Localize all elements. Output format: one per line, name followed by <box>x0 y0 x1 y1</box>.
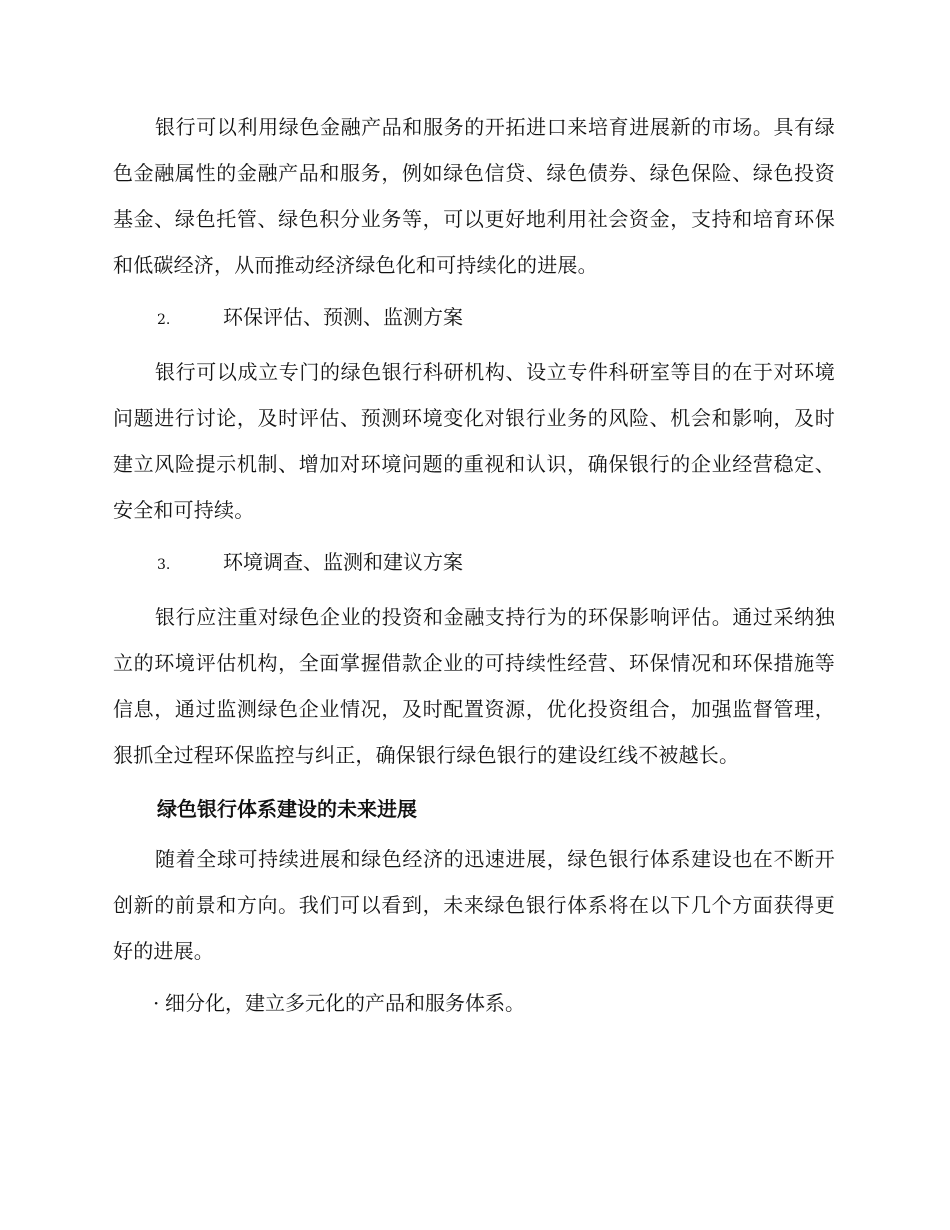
list-item-text: 环保评估、预测、监测方案 <box>223 305 463 329</box>
paragraph-environmental-assessment: 银行应注重对绿色企业的投资和金融支持行为的环保影响评估。通过采纳独立的环境评估机构，全面掌握借款企业的可持续性经营、环保情况和环保措施等信息，通过监测绿色企业情况，及时配置资源，优化投资组合，加强监督管理，狠抓全过程环保监控与纠正，确保银行绿色银行的建设红线不被越长。 <box>113 605 835 767</box>
document-page <box>113 104 835 1026</box>
list-number: 3. <box>157 557 171 573</box>
bullet-text: 细分化，建立多元化的产品和服务体系。 <box>165 991 525 1015</box>
list-number: 2. <box>157 312 171 328</box>
bullet-item <box>113 980 835 1026</box>
section-heading-future: 绿色银行体系建设的未来进展 <box>157 797 417 821</box>
bullet-icon: · <box>153 991 160 1015</box>
list-item-3 <box>113 539 835 588</box>
paragraph-green-finance-products: 银行可以利用绿色金融产品和服务的开拓进口来培育进展新的市场。具有绿色金融属性的金融产品和服务，例如绿色信贷、绿色债券、绿色保险、绿色投资基金、绿色托管、绿色积分业务等，可以更好地利用社会资金，支持和培育环保和低碳经济，从而推动经济绿色化和可持续化的进展。 <box>113 115 835 277</box>
list-item-2 <box>113 294 835 343</box>
list-item-text: 环境调查、监测和建议方案 <box>223 550 463 574</box>
paragraph-research-institution: 银行可以成立专门的绿色银行科研机构、设立专件科研室等目的在于对环境问题进行讨论，及时评估、预测环境变化对银行业务的风险、机会和影响，及时建立风险提示机制、增加对环境问题的重视和认识，确保银行的企业经营稳定、安全和可持续。 <box>113 360 835 522</box>
paragraph-future-development: 随着全球可持续进展和绿色经济的迅速进展，绿色银行体系建设也在不断开创新的前景和方向。我们可以看到，未来绿色银行体系将在以下几个方面获得更好的进展。 <box>113 847 835 963</box>
